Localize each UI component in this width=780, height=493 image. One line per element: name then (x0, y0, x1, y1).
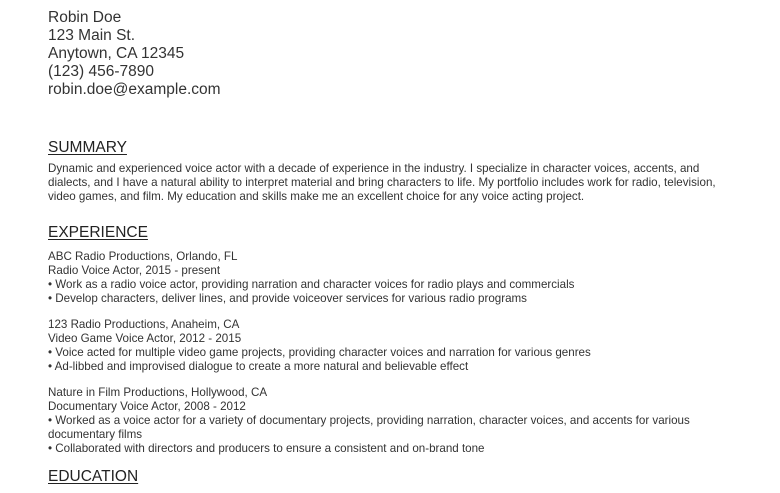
summary-text: Dynamic and experienced voice actor with a decade of experience in the industry. I specialize in character voices, accents, and dialects, and I have a natural ability to interpret material and bring characters to life. My portfolio includes work for radio, television, video games, and film. My education and skills make me an excellent choice for any voice acting project. (48, 162, 716, 203)
job-bullet: • Develop characters, deliver lines, and provide voiceover services for various radio programs (48, 292, 527, 305)
contact-block (48, 9, 738, 99)
job-company: ABC Radio Productions, Orlando, FL (48, 250, 238, 263)
job-bullet: • Worked as a voice actor for a variety of documentary projects, providing narration, character voices, and accents for various documentary films (48, 414, 690, 441)
contact-name: Robin Doe (48, 9, 122, 26)
resume-page (48, 9, 738, 486)
job-role: Radio Voice Actor, 2015 - present (48, 264, 221, 277)
job-entry (48, 386, 738, 456)
job-entry (48, 250, 738, 306)
job-entry (48, 318, 738, 374)
contact-phone: (123) 456-7890 (48, 63, 154, 80)
experience-heading: EXPERIENCE (48, 224, 148, 241)
summary-heading: SUMMARY (48, 139, 127, 156)
job-list (48, 250, 738, 456)
contact-city: Anytown, CA 12345 (48, 45, 185, 62)
contact-email: robin.doe@example.com (48, 81, 221, 98)
contact-street: 123 Main St. (48, 27, 136, 44)
job-company: 123 Radio Productions, Anaheim, CA (48, 318, 240, 331)
job-role: Video Game Voice Actor, 2012 - 2015 (48, 332, 242, 345)
summary-section (48, 139, 738, 204)
education-section (48, 468, 738, 486)
job-bullet: • Collaborated with directors and producers to ensure a consistent and on-brand tone (48, 442, 485, 455)
job-bullet: • Ad-libbed and improvised dialogue to create a more natural and believable effect (48, 360, 469, 373)
job-role: Documentary Voice Actor, 2008 - 2012 (48, 400, 246, 413)
experience-section (48, 224, 738, 456)
job-company: Nature in Film Productions, Hollywood, CA (48, 386, 268, 399)
job-bullet: • Work as a radio voice actor, providing narration and character voices for radio plays and commercials (48, 278, 575, 291)
job-bullet: • Voice acted for multiple video game projects, providing character voices and narration for various genres (48, 346, 591, 359)
education-heading: EDUCATION (48, 468, 139, 485)
